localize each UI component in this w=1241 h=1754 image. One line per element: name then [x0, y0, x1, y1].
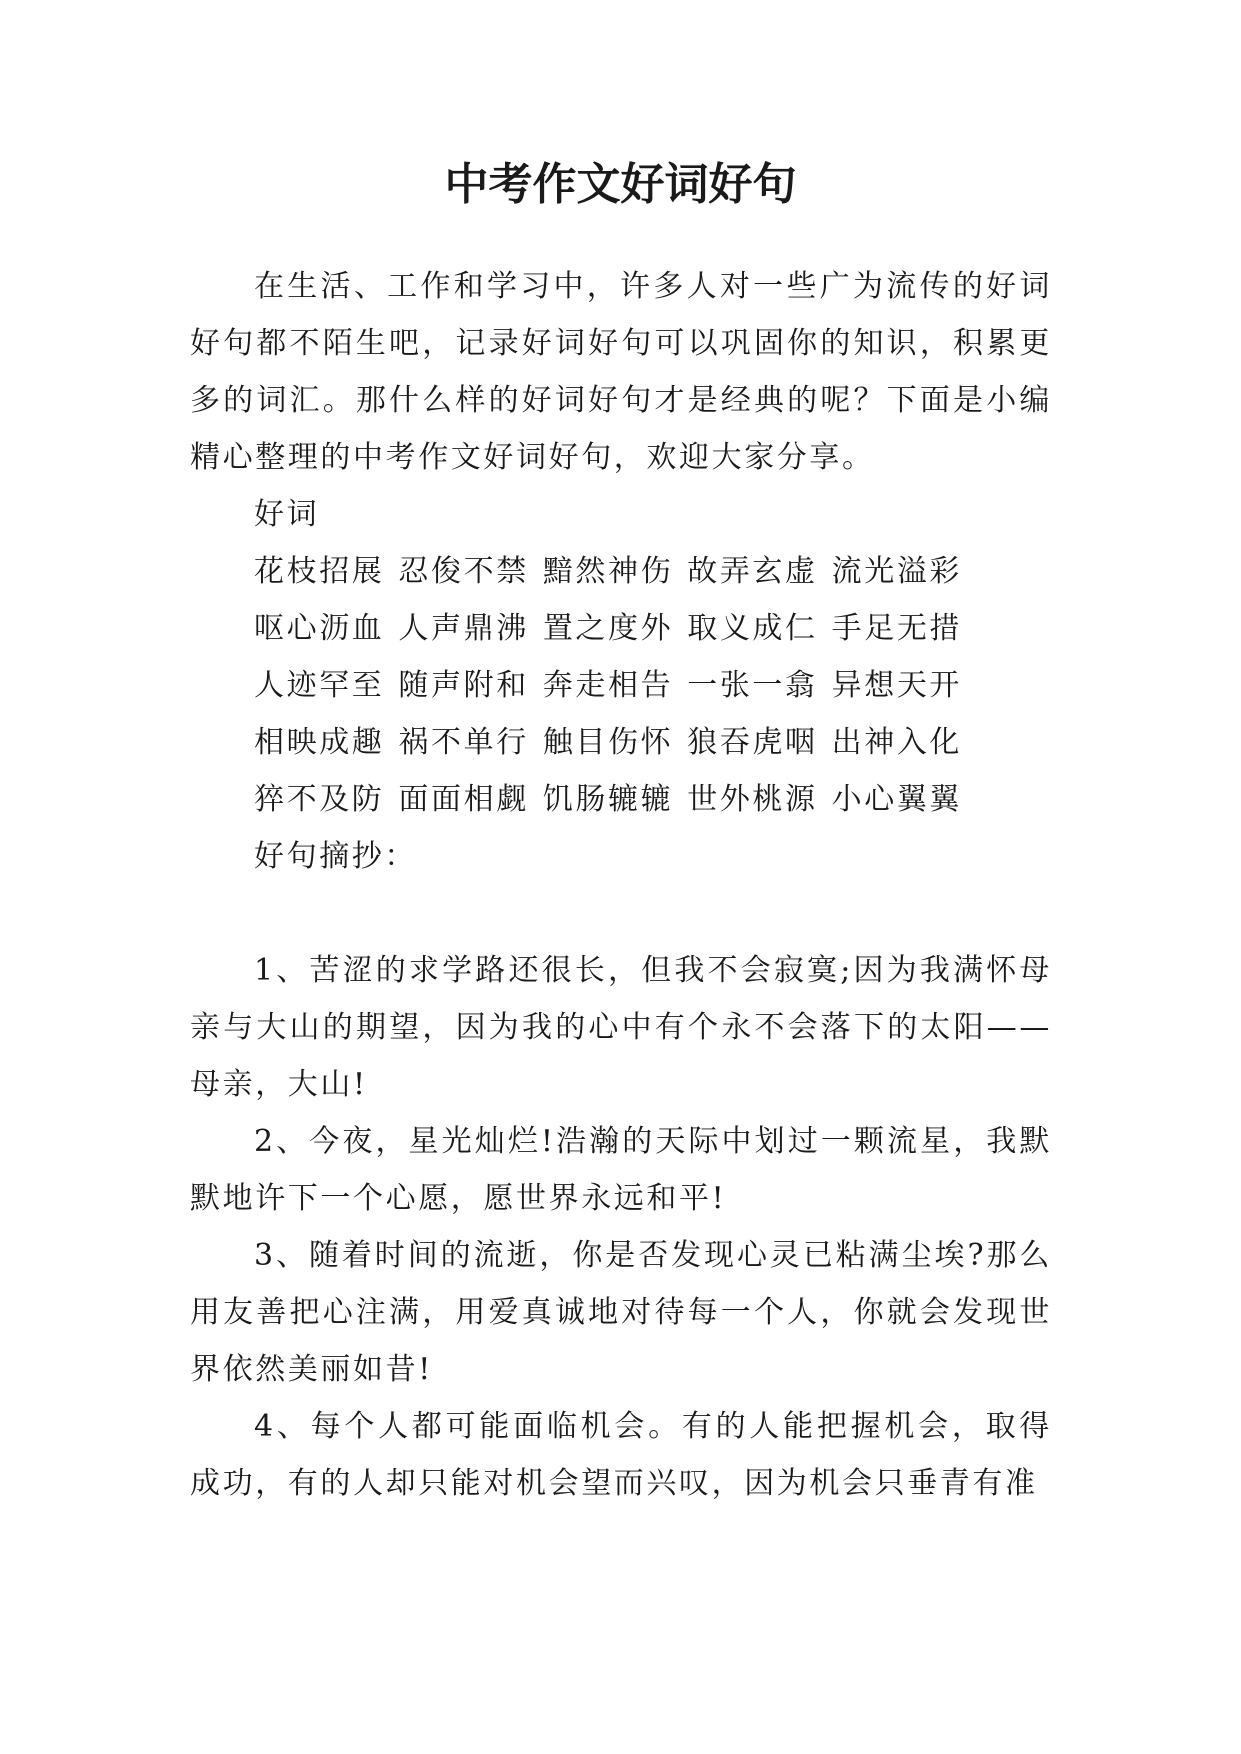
word-item: 人声鼎沸 — [398, 611, 529, 646]
words-heading: 好词 — [254, 497, 320, 532]
word-item: 世外桃源 — [687, 782, 818, 817]
words-row — [190, 714, 1052, 771]
sentence-paragraph: 2、今夜，星光灿烂!浩瀚的天际中划过一颗流星，我默默地许下一个心愿，愿世界永远和平! — [190, 1124, 1052, 1216]
word-item: 人迹罕至 — [254, 668, 385, 703]
sentences-heading: 好句摘抄： — [254, 839, 417, 874]
word-item: 奔走相告 — [542, 668, 674, 703]
word-item: 手足无措 — [831, 611, 963, 646]
words-row — [190, 600, 1052, 657]
words-row — [190, 771, 1052, 828]
document-body — [190, 258, 1052, 1512]
word-item: 一张一翕 — [687, 668, 818, 703]
word-item: 面面相觑 — [398, 782, 529, 817]
words-list — [190, 543, 1052, 828]
word-item: 祸不单行 — [398, 725, 529, 760]
page-title: 中考作文好词好句 — [444, 159, 797, 210]
word-item: 随声附和 — [398, 668, 529, 703]
blank-line — [190, 885, 1052, 942]
word-item: 饥肠辘辘 — [542, 782, 674, 817]
word-item: 流光溢彩 — [831, 554, 963, 589]
word-item: 出神入化 — [831, 725, 963, 760]
word-item: 异想天开 — [831, 668, 963, 703]
word-item: 小心翼翼 — [831, 782, 963, 817]
word-item: 狼吞虎咽 — [687, 725, 818, 760]
word-item: 猝不及防 — [254, 782, 385, 817]
word-item: 相映成趣 — [254, 725, 385, 760]
word-item: 黯然神伤 — [542, 554, 674, 589]
word-item: 呕心沥血 — [254, 611, 385, 646]
word-item: 忍俊不禁 — [398, 554, 529, 589]
sentence-paragraph: 4、每个人都可能面临机会。有的人能把握机会，取得成功，有的人却只能对机会望而兴叹，因为机会只垂青有准 — [190, 1409, 1052, 1501]
words-row — [190, 543, 1052, 600]
word-item: 取义成仁 — [687, 611, 818, 646]
word-item: 置之度外 — [542, 611, 674, 646]
sentence-paragraph: 1、苦涩的求学路还很长，但我不会寂寞;因为我满怀母亲与大山的期望，因为我的心中有个永不会落下的太阳——母亲，大山! — [190, 953, 1052, 1102]
words-row — [190, 657, 1052, 714]
intro-paragraph: 在生活、工作和学习中，许多人对一些广为流传的好词好句都不陌生吧，记录好词好句可以巩固你的知识，积累更多的词汇。那什么样的好词好句才是经典的呢？下面是小编精心整理的中考作文好词好句，欢迎大家分享。 — [190, 269, 1052, 475]
word-item: 触目伤怀 — [542, 725, 674, 760]
word-item: 故弄玄虚 — [687, 554, 818, 589]
word-item: 花枝招展 — [254, 554, 385, 589]
sentence-paragraph: 3、随着时间的流逝，你是否发现心灵已粘满尘埃?那么用友善把心注满，用爱真诚地对待每一个人，你就会发现世界依然美丽如昔! — [190, 1238, 1052, 1387]
